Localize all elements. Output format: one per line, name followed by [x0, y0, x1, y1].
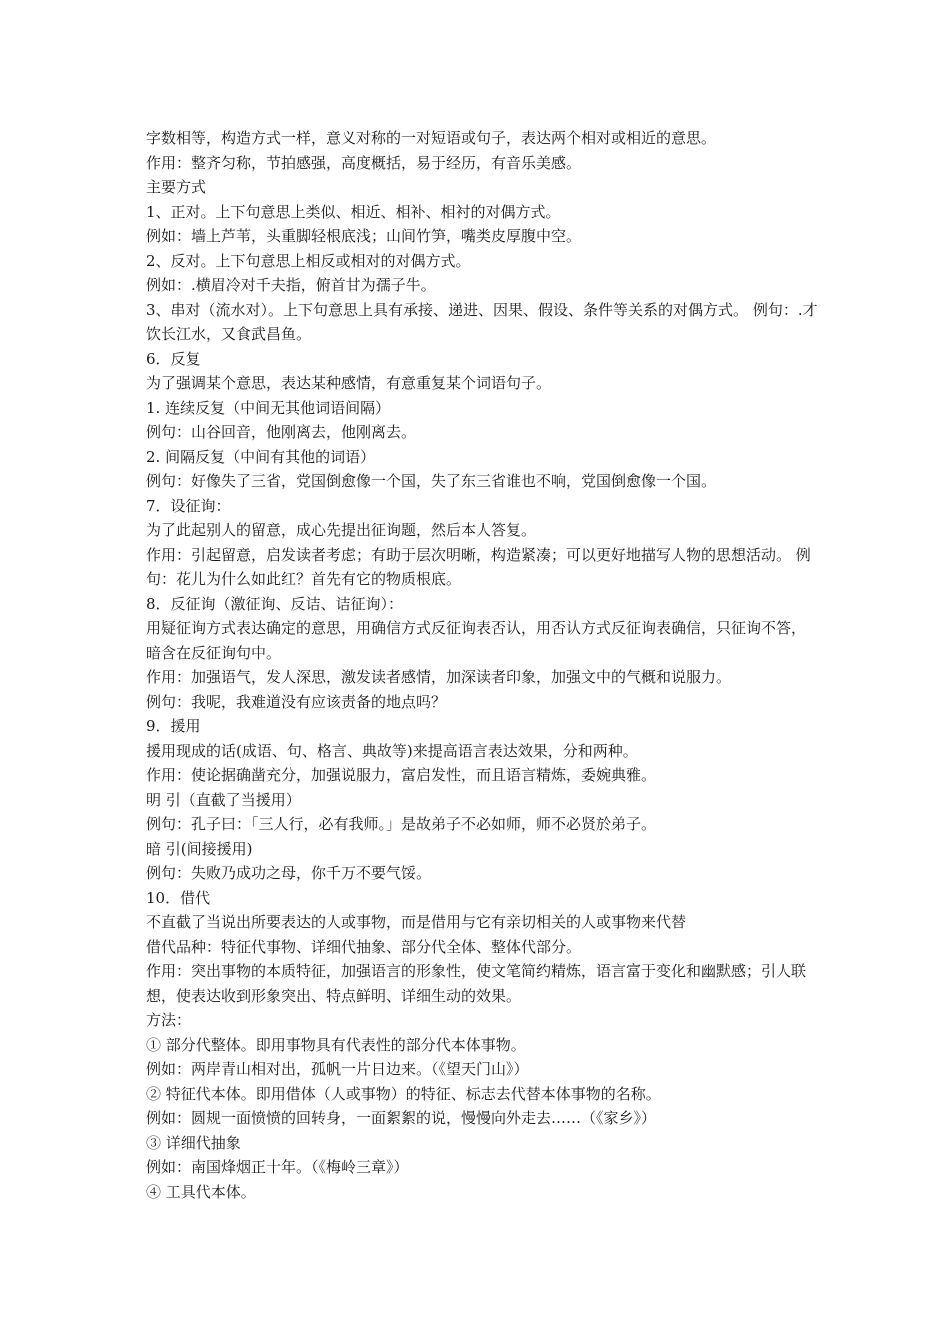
paragraph-line: 例句：孔子曰：「三人行，必有我师。」是故弟子不必如师，师不必贤於弟子。 — [146, 815, 657, 833]
paragraph-line: 2、反对。上下句意思上相反或相对的对偶方式。 — [146, 251, 471, 270]
paragraph-line: 例如：两岸青山相对出，孤帆一片日边来。（《望天门山》） — [146, 1060, 529, 1078]
paragraph-line: 为了强调某个意思，表达某种感情，有意重复某个词语句子。 — [146, 374, 552, 392]
section-heading: 8．反征询（激征询、反诘、诘征询）： — [146, 594, 404, 613]
paragraph-line: 1. 连续反复（中间无其他词语间隔） — [146, 398, 391, 417]
paragraph-line: 用疑征询方式表达确定的意思，用确信方式反征询表否认，用否认方式反征询表确信，只征询不答，暗含在反征询句中。 — [146, 619, 807, 662]
paragraph-line: 作用：整齐匀称，节拍感强，高度概括，易于经历，有音乐美感。 — [146, 153, 582, 172]
paragraph-line: 3、串对（流水对）。上下句意思上具有承接、递进、因果、假设、条件等关系的对偶方式。 例句：.才饮长江水，又食武昌鱼。 — [146, 300, 818, 343]
paragraph-line: 不直截了当说出所要表达的人或事物，而是借用与它有亲切相关的人或事物来代替 — [146, 913, 687, 931]
paragraph-line: 作用：突出事物的本质特征，加强语言的形象性，使文笔简约精炼，语言富于变化和幽默感；引人联想，使表达收到形象突出、特点鲜明、详细生动的效果。 — [146, 962, 807, 1005]
paragraph-line: 2. 间隔反复（中间有其他的词语） — [146, 447, 376, 466]
section-heading: 9．援用 — [146, 717, 201, 735]
paragraph-line: 例如：.横眉冷对千夫指，俯首甘为孺子牛。 — [146, 276, 436, 294]
paragraph-line: 为了此起别人的留意，成心先提出征询题，然后本人答复。 — [146, 521, 537, 539]
paragraph-line: 明 引（直截了当援用） — [146, 790, 301, 809]
paragraph-line: 方法： — [146, 1011, 192, 1029]
paragraph-line: 例如：圆规一面愤愤的回转身，一面絮絮的说，慢慢向外走去……（《家乡》） — [146, 1109, 657, 1127]
paragraph-line: ② 特征代本体。即用借体（人或事物）的特征、标志去代替本体事物的名称。 — [146, 1084, 661, 1103]
paragraph-line: 例句：失败乃成功之母，你千万不要气馁。 — [146, 864, 432, 882]
section-heading: 主要方式 — [146, 178, 207, 196]
paragraph-line: 例句：山谷回音，他刚离去，他刚离去。 — [146, 423, 417, 441]
paragraph-line: 援用现成的话(成语、句、格言、典故等)来提高语言表达效果，分和两种。 — [146, 741, 638, 760]
paragraph-line: 作用：使论据确凿充分，加强说服力，富启发性，而且语言精炼，委婉典雅。 — [146, 766, 657, 784]
paragraph-line: 暗 引(间接援用) — [146, 839, 253, 858]
paragraph-line: 字数相等，构造方式一样，意义对称的一对短语或句子，表达两个相对或相近的意思。 — [146, 129, 717, 147]
section-heading: 7．设征询： — [146, 496, 231, 515]
paragraph-line: ④ 工具代本体。 — [146, 1182, 256, 1201]
paragraph-line: 1、正对。上下句意思上类似、相近、相补、相衬的对偶方式。 — [146, 202, 561, 221]
paragraph-line: 例句：我呢，我难道没有应该责备的地点吗？ — [146, 692, 447, 711]
paragraph-line: 例如：南国烽烟正十年。（《梅岭三章》） — [146, 1158, 409, 1176]
paragraph-line: 借代品种：特征代事物、详细代抽象、部分代全体、整体代部分。 — [146, 937, 582, 956]
section-heading: 6．反复 — [146, 349, 201, 368]
paragraph-line: 例如：墙上芦苇，头重脚轻根底浅；山间竹笋，嘴类皮厚腹中空。 — [146, 227, 582, 245]
paragraph-line: ① 部分代整体。即用事物具有代表性的部分代本体事物。 — [146, 1035, 526, 1054]
paragraph-line: ③ 详细代抽象 — [146, 1133, 241, 1152]
paragraph-line: 例句：好像失了三省，党国倒愈像一个国，失了东三省谁也不响，党国倒愈像一个国。 — [146, 472, 717, 490]
document-body — [146, 126, 818, 1204]
paragraph-line: 作用：加强语气，发人深思，激发读者感情，加深读者印象，加强文中的气概和说服力。 — [146, 668, 732, 686]
paragraph-line: 作用：引起留意，启发读者考虑；有助于层次明晰，构造紧凑；可以更好地描写人物的思想活动。 例句：花儿为什么如此红？首先有它的物质根底。 — [146, 545, 811, 588]
section-heading: 10．借代 — [146, 888, 211, 907]
